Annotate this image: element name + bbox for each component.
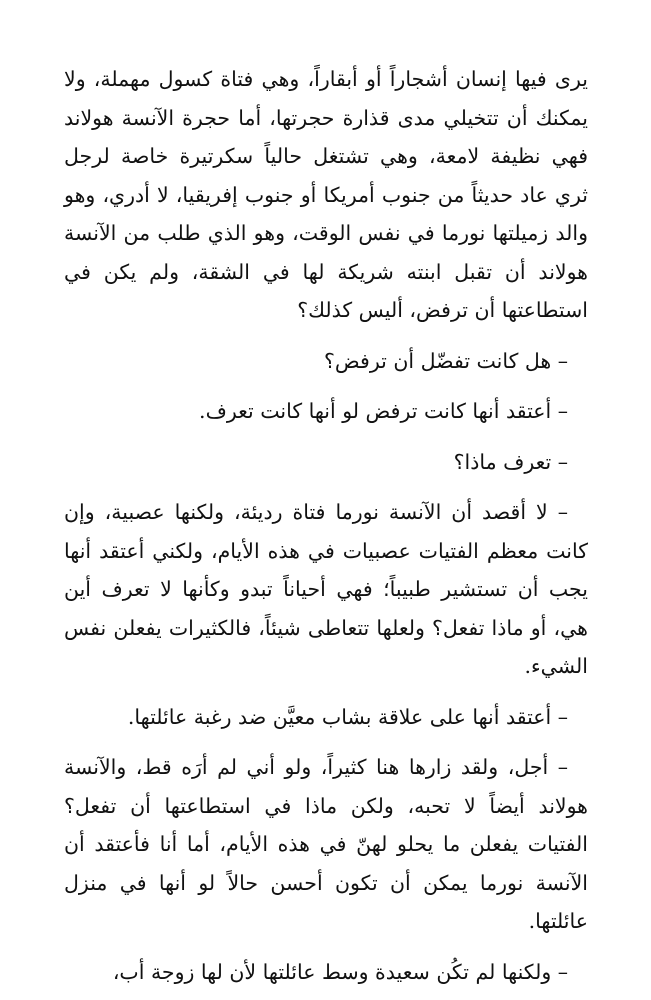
dialogue-line: – هل كانت تفضّل أن ترفض؟ [324, 348, 568, 373]
dialogue-line: – لا أقصد أن الآنسة نورما فتاة رديئة، ولكنها عصبية، وإن كانت معظم الفتيات عصبيات في هذه الأيام، ولكني أعتقد أنها يجب أن تستشير طبيباً؛ فهي أحياناً تبدو وكأنها لا تعرف أين هي، أو ماذا تفعل؟ ولعلها تتعاطى شيئاً، فالكثيرات يفعلن نفس الشيء. [64, 500, 588, 678]
dialogue-line: – أعتقد أنها كانت ترفض لو أنها كانت تعرف. [199, 399, 568, 423]
dialogue-line: – أجل، ولقد زارها هنا كثيراً، ولو أني لم أرَه قط، والآنسة هولاند أيضاً لا تحبه، ولكن ماذا في استطاعتها أن تفعل؟ الفتيات يفعلن ما يحلو لهنّ في هذه الأيام، أما أنا فأعتقد أن الآنسة نورما يمكن أن تكون أحسن حالاً لو أنها في منزل عائلتها. [64, 755, 588, 933]
dialogue-line: – أعتقد أنها على علاقة بشاب معيَّن ضد رغبة عائلتها. [127, 704, 568, 729]
page-text [64, 60, 588, 991]
narrative-paragraph: يرى فيها إنسان أشجاراً أو أبقاراً، وهي فتاة كسول مهملة، ولا يمكنك أن تتخيلي مدى قذارة حجرتها، أما حجرة الآنسة هولاند فهي نظيفة لامعة، وهي تشتغل حالياً سكرتيرة خاصة لرجل ثري عاد حديثاً من جنوب أمريكا أو جنوب إفريقيا، لا أدري، وهو والد زميلتها نورما في نفس الوقت، وهو الذي طلب من الآنسة هولاند أن تقبل ابنته شريكة لها في الشقة، ولم يكن في استطاعتها أن ترفض، أليس كذلك؟ [64, 67, 588, 322]
dialogue-line: – ولكنها لم تكُن سعيدة وسط عائلتها لأن لها زوجة أب، [112, 959, 568, 984]
dialogue-line: – تعرف ماذا؟ [453, 449, 568, 474]
